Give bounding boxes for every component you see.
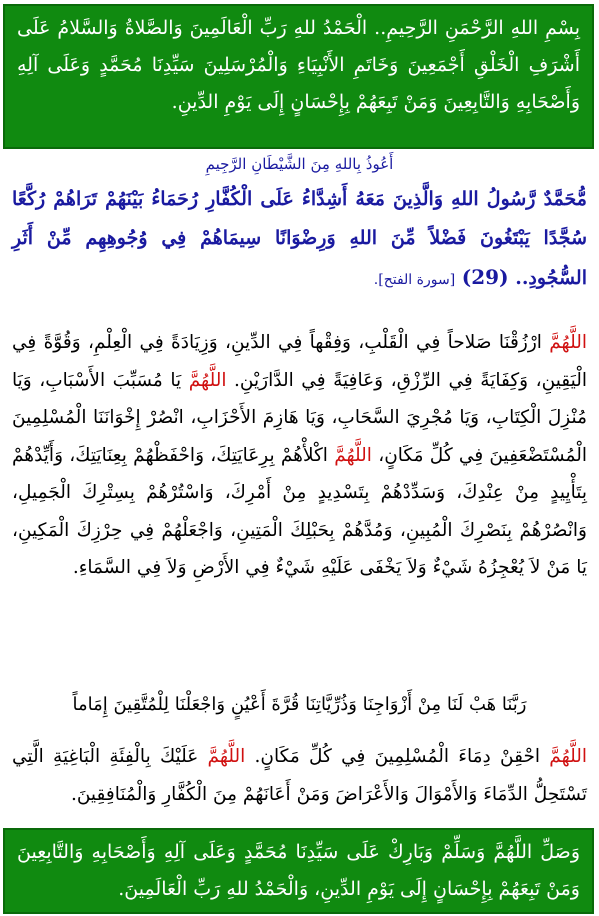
dua-paragraph: [12, 324, 587, 587]
allahumma-5: اللَّهُمَّ: [207, 746, 246, 767]
ayah-text: مُّحَمَّدٌ رَّسُولُ اللهِ وَالَّذِينَ مَعَهُ أَشِدَّاءُ عَلَى الْكُفَّارِ رُحَمَاءُ بَيْنَهُمْ تَرَاهُمْ رُكَّعًا سُجَّدًا يَبْتَغُونَ فَضْلاً مِّنَ اللهِ وَرِضْوَانًا سِيمَاهُمْ فِي وُجُوهِهِم مِّنْ أَثَرِ السُّجُودِ..: [12, 188, 587, 289]
footer-text: وَصَلِّ اللَّهُمَّ وَسَلِّمْ وَبَارِكْ عَلَى سَيِّدِنَا مُحَمَّدٍ وَعَلَى آلِهِ وَأَصْحَابِهِ وَالتَّابِعِينَ وَمَنْ تَبِعَهُمْ بِإِحْسَانٍ إِلَى يَوْمِ الدِّينِ، وَالْحَمْدُ للهِ رَبِّ الْعَالَمِينَ.: [17, 841, 580, 900]
header-text: بِسْمِ اللهِ الرَّحْمَنِ الرَّحِيمِ.. الْحَمْدُ للهِ رَبِّ الْعَالَمِينَ وَالصَّلاةُ وَالسَّلامُ عَلَى أَشْرَفِ الْخَلْقِ أَجْمَعِينَ وَخَاتَمِ الأَنْبِيَاءِ وَالْمُرْسَلِينَ سَيِّدِنَا مُحَمَّدٍ وَعَلَى آلِهِ وَأَصْحَابِهِ وَالتَّابِعِينَ وَمَنْ تَبِعَهُمْ بِإِحْسَانٍ إِلَى يَوْمِ الدِّينِ.: [17, 17, 580, 113]
footer-box: [3, 828, 594, 914]
header-box: [3, 4, 594, 149]
istiadha: أَعُوذُ بِاللهِ مِنَ الشَّيْطَانِ الرَّجِيمِ: [205, 155, 394, 173]
allahumma-1: اللَّهُمَّ: [549, 332, 587, 353]
dua-paragraph-2: [12, 738, 587, 814]
allahumma-3: اللَّهُمَّ: [334, 444, 372, 466]
dua2-part-2: عَلَيْكَ بِالْفِئَةِ الْبَاغِيَةِ الَّتِي تَسْتَحِلُّ الدِّمَاءَ وَالأَمْوَالَ وَالأَعْرَاضَ وَمَنْ أَعَانَهُمْ مِنَ الْكُفَّارِ وَالْمُنَافِقِينَ.: [12, 746, 587, 805]
dua-part-1: ارْزُقْنَا صَلاحاً فِي الْقَلْبِ، وَفِقْهاً فِي الدِّينِ، وَزِيَادَةً فِي الْعِلْمِ، وَقُوَّةً فِي الْيَقِينِ، وَكِفَايَةً فِي الرِّزْقِ، وَعَافِيَةً فِي الدَّارَيْنِ.: [12, 332, 587, 391]
quran-verse-2: رَبَّنَا هَبْ لَنَا مِنْ أَزْوَاجِنَا وَذُرِّيَّاتِنَا قُرَّةَ أَعْيُنٍ وَاجْعَلْنَا لِلْمُتَّقِينَ إِمَاماً: [72, 694, 527, 715]
allahumma-4: اللَّهُمَّ: [549, 746, 588, 767]
dua2-part-1: احْقِنْ دِمَاءَ الْمُسْلِمِينَ فِي كُلِّ مَكَانٍ.: [245, 746, 550, 767]
dua-part-3: اكْلأْهُمْ بِرِعَايَتِكَ، وَاحْفَظْهُمْ بِعِنَايَتِكَ، وَأَيِّدْهُمْ بِتَأْيِيدٍ مِنْ عِنْدِكَ، وَسَدِّدْهُمْ بِتَسْدِيدٍ مِنْ أَمْرِكَ، وَاسْتُرْهُمْ بِسِتْرِكَ الْجَمِيلِ، وَانْصُرْهُمْ بِنَصْرِكَ الْمُبِينِ، وَمُدَّهُمْ بِحَبْلِكَ الْمَتِينِ، وَاجْعَلْهُمْ فِي حِرْزِكَ الْمَكِينِ، يَا مَنْ لاَ يُعْجِزُهُ شَيْءٌ وَلاَ يَخْفَى عَلَيْهِ شَيْءٌ فِي الأَرْضِ وَلاَ فِي السَّمَاءِ.: [12, 444, 587, 578]
ayah-number: (29): [461, 265, 509, 289]
surah-reference: [سورة الفتح].: [373, 272, 456, 288]
allahumma-2: اللَّهُمَّ: [188, 369, 227, 391]
ayah-block: [12, 180, 587, 300]
dua-part-2: يَا مُسَبِّبَ الأَسْبَابِ، وَيَا مُنْزِلَ الْكِتَابِ، وَيَا مُجْرِيَ السَّحَابِ، وَيَا هَازِمَ الأَحْزَابِ، انْصُرْ إِخْوَانَنَا الْمُسْلِمِينَ الْمُسْتَضْعَفِينَ فِي كُلِّ مَكَانٍ،: [12, 369, 587, 466]
